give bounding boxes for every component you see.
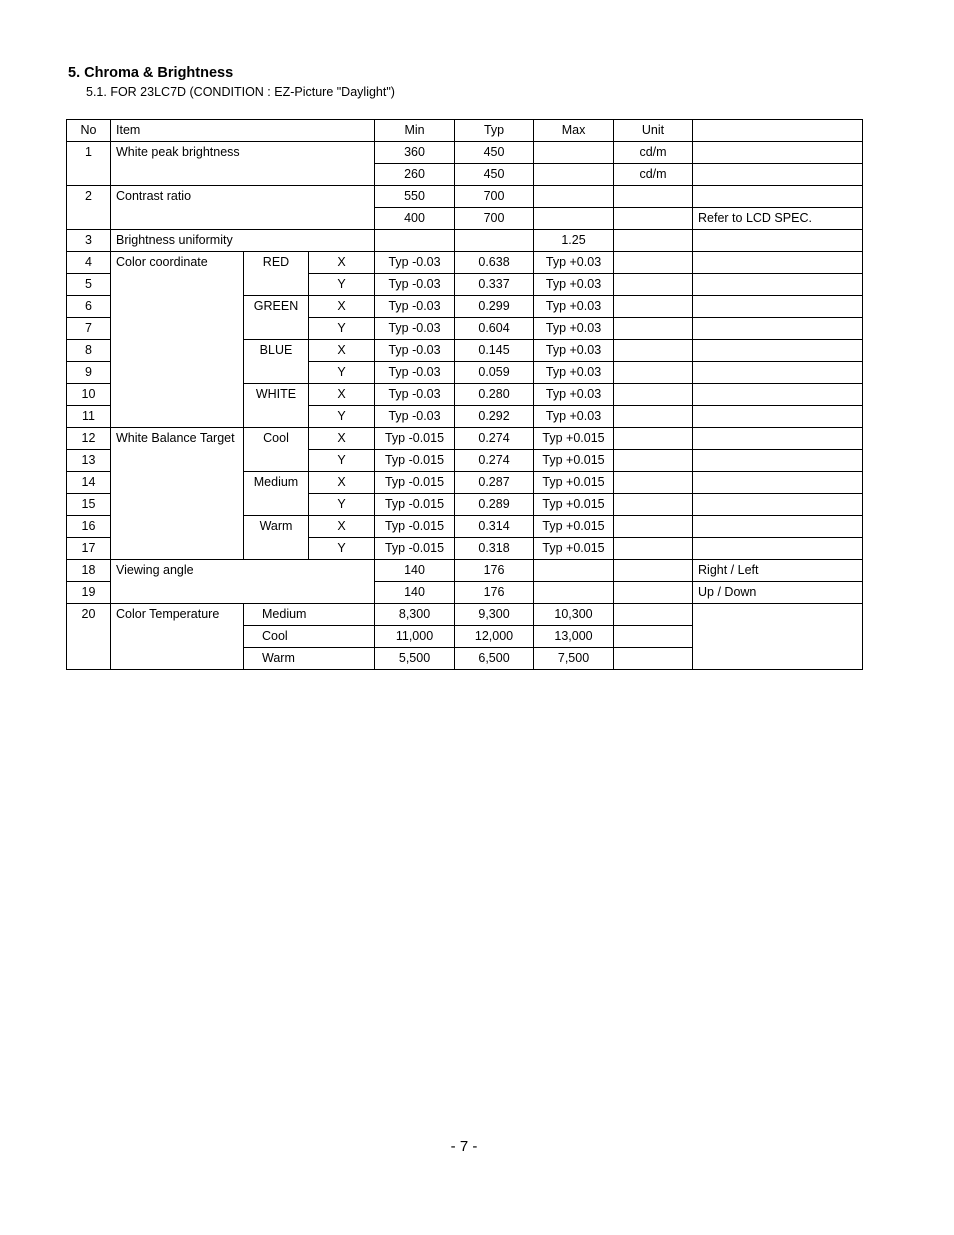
max-cell: Typ +0.03 [534, 340, 614, 362]
min-cell: 400 [375, 208, 455, 230]
unit-cell [614, 252, 693, 274]
remark-cell [693, 340, 863, 362]
remark-cell [693, 142, 863, 164]
min-cell: Typ -0.015 [375, 472, 455, 494]
typ-cell: 0.292 [455, 406, 534, 428]
remark-cell: Right / Left [693, 560, 863, 582]
remark-cell: Refer to LCD SPEC. [693, 208, 863, 230]
min-cell: 360 [375, 142, 455, 164]
min-cell: 5,500 [375, 648, 455, 670]
max-cell [534, 208, 614, 230]
typ-cell: 12,000 [455, 626, 534, 648]
max-cell: 13,000 [534, 626, 614, 648]
header-unit: Unit [614, 120, 693, 142]
axis-cell: X [309, 384, 375, 406]
typ-cell: 700 [455, 186, 534, 208]
header-min: Min [375, 120, 455, 142]
min-cell: Typ -0.03 [375, 296, 455, 318]
chroma-brightness-table [66, 119, 863, 670]
min-cell: Typ -0.015 [375, 428, 455, 450]
max-cell: 10,300 [534, 604, 614, 626]
max-cell: Typ +0.03 [534, 252, 614, 274]
typ-cell: 0.287 [455, 472, 534, 494]
unit-cell [614, 274, 693, 296]
typ-cell: 0.289 [455, 494, 534, 516]
min-cell: 140 [375, 582, 455, 604]
remark-cell [693, 406, 863, 428]
row-item: Viewing angle [111, 560, 375, 604]
row-no: 5 [67, 274, 111, 296]
max-cell: Typ +0.03 [534, 362, 614, 384]
table-row [67, 560, 863, 582]
header-row [67, 120, 863, 142]
max-cell: Typ +0.03 [534, 318, 614, 340]
table-row [67, 252, 863, 274]
typ-cell: 450 [455, 142, 534, 164]
typ-cell [455, 230, 534, 252]
min-cell: Typ -0.015 [375, 494, 455, 516]
row-no: 6 [67, 296, 111, 318]
unit-cell [614, 626, 693, 648]
header-remark [693, 120, 863, 142]
min-cell: Typ -0.015 [375, 538, 455, 560]
row-no: 12 [67, 428, 111, 450]
row-no: 7 [67, 318, 111, 340]
max-cell: Typ +0.03 [534, 406, 614, 428]
min-cell [375, 230, 455, 252]
header-no: No [67, 120, 111, 142]
min-cell: 260 [375, 164, 455, 186]
row-no: 3 [67, 230, 111, 252]
row-item: Color Temperature [111, 604, 244, 670]
remark-cell [693, 164, 863, 186]
remark-cell: Up / Down [693, 582, 863, 604]
axis-cell: Y [309, 450, 375, 472]
typ-cell: 0.318 [455, 538, 534, 560]
min-cell: Typ -0.03 [375, 274, 455, 296]
row-no: 4 [67, 252, 111, 274]
row-no: 9 [67, 362, 111, 384]
section-title: 5. Chroma & Brightness [68, 65, 234, 81]
header-item: Item [111, 120, 375, 142]
table-row [67, 142, 863, 164]
unit-cell [614, 582, 693, 604]
axis-cell: Y [309, 274, 375, 296]
typ-cell: 450 [455, 164, 534, 186]
axis-cell: Y [309, 406, 375, 428]
row-no: 18 [67, 560, 111, 582]
header-typ: Typ [455, 120, 534, 142]
max-cell [534, 164, 614, 186]
typ-cell: 0.604 [455, 318, 534, 340]
group-label: Warm [244, 516, 309, 560]
group-label: Warm [244, 648, 375, 670]
max-cell: Typ +0.03 [534, 296, 614, 318]
group-label: BLUE [244, 340, 309, 384]
row-no: 15 [67, 494, 111, 516]
unit-cell [614, 340, 693, 362]
table-row [67, 230, 863, 252]
axis-cell: X [309, 296, 375, 318]
typ-cell: 9,300 [455, 604, 534, 626]
remark-cell [693, 428, 863, 450]
unit-cell [614, 230, 693, 252]
remark-cell [693, 252, 863, 274]
unit-cell [614, 318, 693, 340]
row-no: 16 [67, 516, 111, 538]
row-item: Color coordinate [111, 252, 244, 428]
group-label: Cool [244, 428, 309, 472]
row-no: 8 [67, 340, 111, 362]
remark-cell [693, 318, 863, 340]
axis-cell: Y [309, 538, 375, 560]
remark-cell [693, 450, 863, 472]
table-row [67, 428, 863, 450]
remark-cell [693, 274, 863, 296]
remark-cell [693, 516, 863, 538]
min-cell: Typ -0.03 [375, 406, 455, 428]
typ-cell: 0.274 [455, 450, 534, 472]
typ-cell: 176 [455, 582, 534, 604]
row-no: 2 [67, 186, 111, 230]
min-cell: Typ -0.03 [375, 318, 455, 340]
min-cell: 8,300 [375, 604, 455, 626]
typ-cell: 0.314 [455, 516, 534, 538]
min-cell: Typ -0.03 [375, 384, 455, 406]
min-cell: 11,000 [375, 626, 455, 648]
min-cell: Typ -0.03 [375, 362, 455, 384]
min-cell: Typ -0.03 [375, 252, 455, 274]
row-item: White Balance Target [111, 428, 244, 560]
max-cell: Typ +0.015 [534, 516, 614, 538]
typ-cell: 6,500 [455, 648, 534, 670]
unit-cell [614, 406, 693, 428]
group-label: Medium [244, 472, 309, 516]
typ-cell: 0.274 [455, 428, 534, 450]
max-cell: 7,500 [534, 648, 614, 670]
min-cell: Typ -0.015 [375, 516, 455, 538]
axis-cell: X [309, 516, 375, 538]
remark-cell [693, 472, 863, 494]
max-cell [534, 142, 614, 164]
axis-cell: X [309, 252, 375, 274]
unit-cell [614, 296, 693, 318]
unit-cell [614, 560, 693, 582]
unit-cell [614, 428, 693, 450]
unit-cell: cd/m [614, 164, 693, 186]
axis-cell: X [309, 428, 375, 450]
typ-cell: 0.337 [455, 274, 534, 296]
unit-cell [614, 362, 693, 384]
remark-cell [693, 538, 863, 560]
min-cell: 550 [375, 186, 455, 208]
max-cell: Typ +0.03 [534, 384, 614, 406]
row-item: White peak brightness [111, 142, 375, 186]
min-cell: Typ -0.015 [375, 450, 455, 472]
row-no: 1 [67, 142, 111, 186]
header-max: Max [534, 120, 614, 142]
remark-cell [693, 384, 863, 406]
unit-cell [614, 516, 693, 538]
unit-cell [614, 384, 693, 406]
typ-cell: 0.059 [455, 362, 534, 384]
remark-cell [693, 296, 863, 318]
unit-cell [614, 186, 693, 208]
remark-cell [693, 362, 863, 384]
group-label: GREEN [244, 296, 309, 340]
axis-cell: Y [309, 318, 375, 340]
max-cell: Typ +0.015 [534, 494, 614, 516]
unit-cell [614, 538, 693, 560]
max-cell [534, 560, 614, 582]
typ-cell: 0.145 [455, 340, 534, 362]
axis-cell: X [309, 340, 375, 362]
row-no: 11 [67, 406, 111, 428]
group-label: Cool [244, 626, 375, 648]
axis-cell: Y [309, 494, 375, 516]
axis-cell: Y [309, 362, 375, 384]
typ-cell: 0.299 [455, 296, 534, 318]
typ-cell: 0.280 [455, 384, 534, 406]
max-cell: Typ +0.015 [534, 428, 614, 450]
row-item: Brightness uniformity [111, 230, 375, 252]
section-subtitle: 5.1. FOR 23LC7D (CONDITION : EZ-Picture "Daylight") [86, 85, 395, 99]
max-cell: Typ +0.03 [534, 274, 614, 296]
typ-cell: 0.638 [455, 252, 534, 274]
group-label: WHITE [244, 384, 309, 428]
row-no: 13 [67, 450, 111, 472]
max-cell: Typ +0.015 [534, 538, 614, 560]
row-no: 19 [67, 582, 111, 604]
min-cell: Typ -0.03 [375, 340, 455, 362]
unit-cell [614, 450, 693, 472]
table-row [67, 604, 863, 626]
max-cell: Typ +0.015 [534, 472, 614, 494]
unit-cell [614, 208, 693, 230]
group-label: Medium [244, 604, 375, 626]
max-cell: 1.25 [534, 230, 614, 252]
unit-cell [614, 494, 693, 516]
remark-cell [693, 494, 863, 516]
row-no: 14 [67, 472, 111, 494]
unit-cell [614, 648, 693, 670]
group-label: RED [244, 252, 309, 296]
unit-cell [614, 604, 693, 626]
min-cell: 140 [375, 560, 455, 582]
remark-cell [693, 186, 863, 208]
typ-cell: 176 [455, 560, 534, 582]
unit-cell: cd/m [614, 142, 693, 164]
max-cell: Typ +0.015 [534, 450, 614, 472]
max-cell [534, 186, 614, 208]
page-number: - 7 - [450, 1138, 478, 1155]
typ-cell: 700 [455, 208, 534, 230]
row-no: 10 [67, 384, 111, 406]
row-no: 20 [67, 604, 111, 670]
max-cell [534, 582, 614, 604]
row-no: 17 [67, 538, 111, 560]
unit-cell [614, 472, 693, 494]
axis-cell: X [309, 472, 375, 494]
row-item: Contrast ratio [111, 186, 375, 230]
table-row [67, 186, 863, 208]
remark-cell [693, 604, 863, 670]
remark-cell [693, 230, 863, 252]
